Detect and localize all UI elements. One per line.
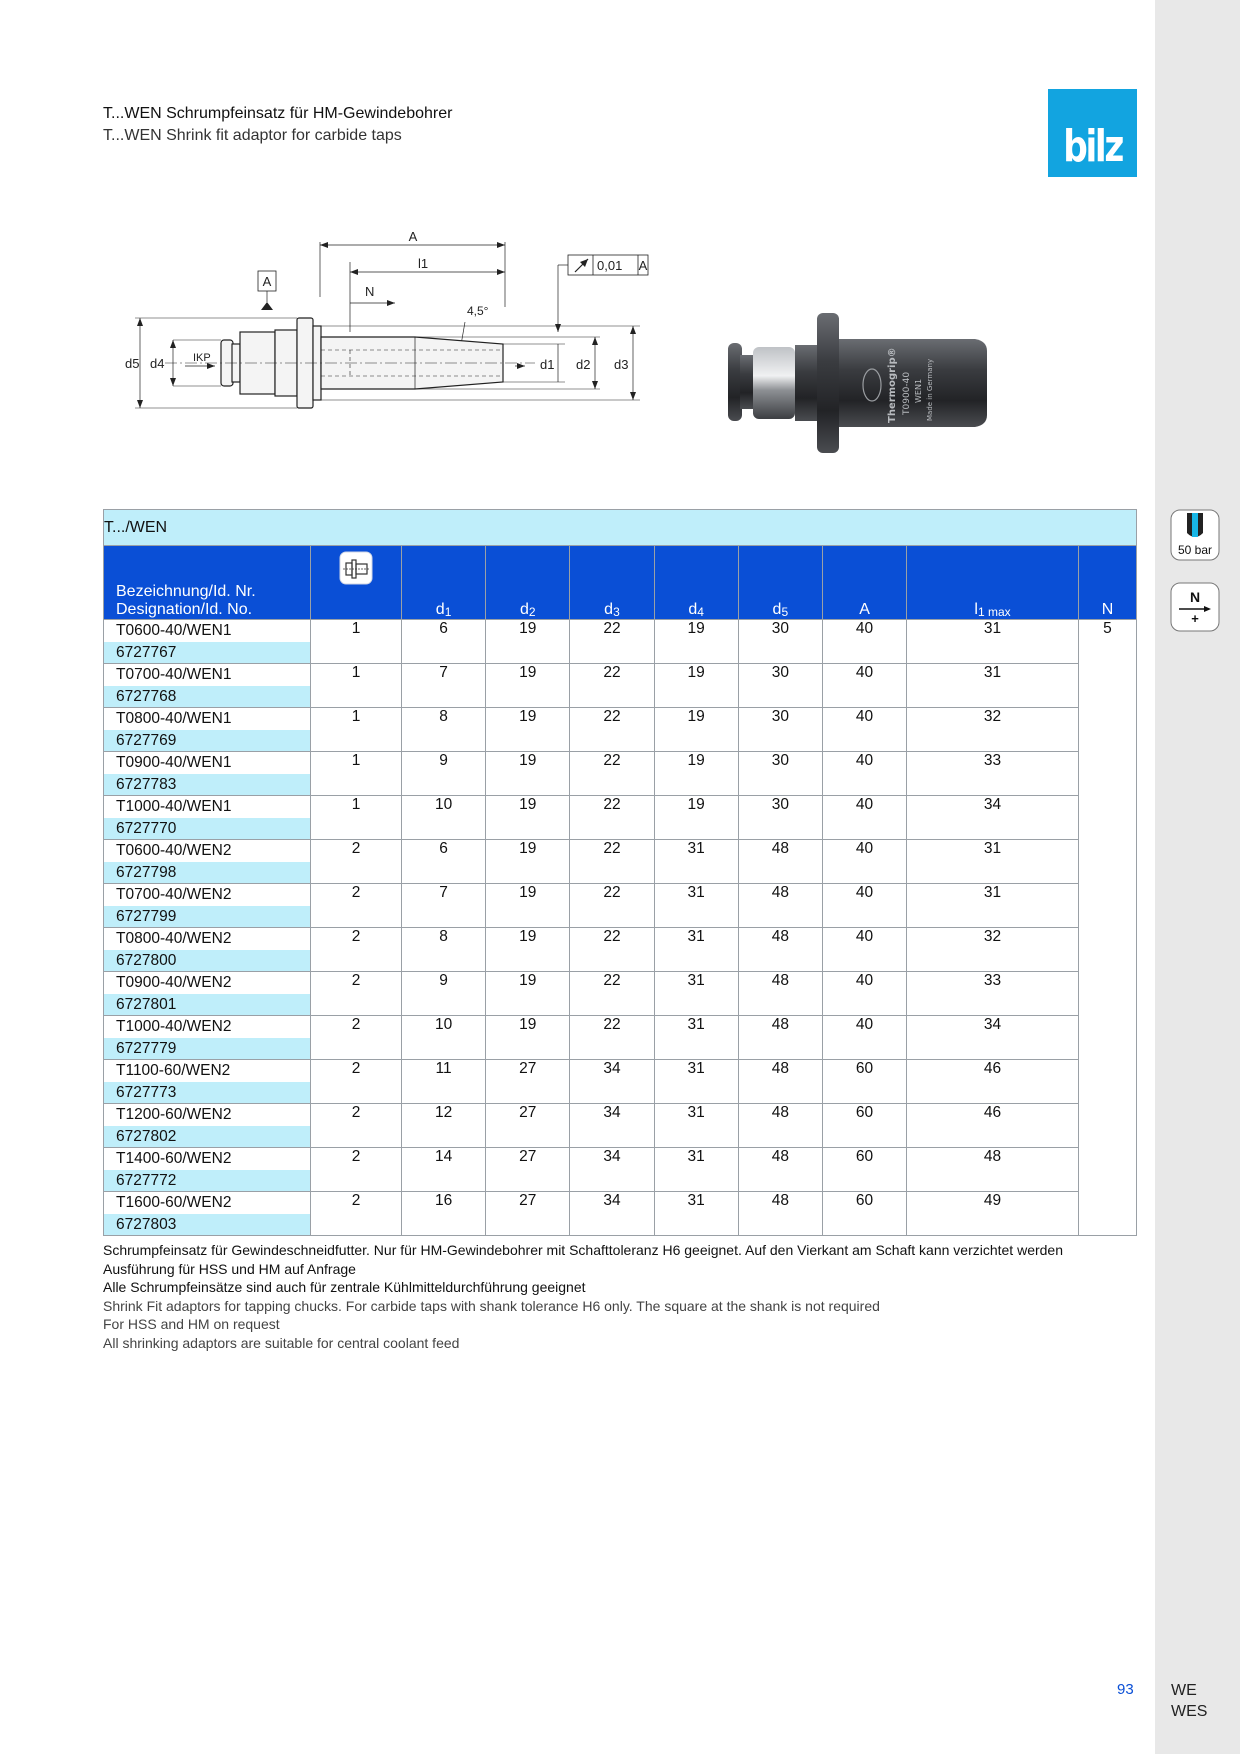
designation: T0600-40/WEN1 (116, 622, 232, 639)
designation-cell (104, 1104, 311, 1148)
header-d3: $d_3$ (570, 546, 654, 620)
tolerance-datum: A (638, 258, 648, 273)
table-row (104, 840, 1137, 884)
designation-cell (104, 884, 311, 928)
designation: T0800-40/WEN2 (116, 930, 232, 947)
engraving-brand: Thermogrip® (887, 347, 898, 423)
size-cell: 2 (311, 884, 402, 928)
id-number: 6727783 (104, 774, 310, 796)
value-cell: 10 (402, 796, 486, 840)
value-cell: 46 (907, 1060, 1079, 1104)
page-title-de: T...WEN Schrumpfeinsatz für HM-Gewindebohrer (103, 105, 453, 122)
value-cell: 19 (654, 664, 738, 708)
value-cell: 8 (402, 708, 486, 752)
designation-cell (104, 972, 311, 1016)
page-number: 93 (1117, 1681, 1134, 1698)
value-cell: 34 (570, 1060, 654, 1104)
designation: T0700-40/WEN2 (116, 886, 232, 903)
id-number: 6727802 (104, 1126, 310, 1148)
dim-label-l1: l1 (417, 256, 429, 271)
value-cell: 48 (738, 884, 822, 928)
ikp-label: IKP (193, 352, 211, 364)
holder-size-icon (339, 551, 373, 585)
value-cell: 31 (654, 884, 738, 928)
value-cell: 31 (654, 1016, 738, 1060)
value-cell: 30 (738, 708, 822, 752)
note-en-3: All shrinking adaptors are suitable for central coolant feed (103, 1334, 460, 1351)
value-cell: 22 (570, 620, 654, 664)
id-number: 6727773 (104, 1082, 310, 1104)
engraving-variant: WEN1 (914, 378, 923, 403)
value-cell: 40 (822, 708, 906, 752)
header-designation-de: Bezeichnung/Id. Nr. (116, 583, 256, 600)
value-cell: 9 (402, 972, 486, 1016)
value-cell: 31 (654, 972, 738, 1016)
size-cell: 2 (311, 1060, 402, 1104)
tolerance-value: 0,01 (597, 258, 623, 273)
footnotes (103, 1241, 1143, 1353)
value-cell: 48 (738, 1104, 822, 1148)
designation: T1600-60/WEN2 (116, 1194, 232, 1211)
section-code (1171, 1680, 1207, 1722)
designation-cell (104, 1192, 311, 1236)
value-cell: 19 (486, 884, 570, 928)
table-row (104, 1148, 1137, 1192)
table-row (104, 664, 1137, 708)
value-cell: 31 (907, 664, 1079, 708)
note-en-1: Shrink Fit adaptors for tapping chucks. For carbide taps with shank tolerance H6 only. The square at the shank is not required (103, 1297, 880, 1314)
value-cell: 34 (570, 1148, 654, 1192)
designation: T0900-40/WEN2 (116, 974, 232, 991)
engraving-model: T0900-40 (902, 371, 912, 415)
value-cell: 19 (654, 708, 738, 752)
designation: T1400-60/WEN2 (116, 1150, 232, 1167)
value-cell: 31 (654, 1060, 738, 1104)
value-cell: 22 (570, 752, 654, 796)
value-cell: 48 (738, 1016, 822, 1060)
value-cell: 40 (822, 972, 906, 1016)
designation: T0600-40/WEN2 (116, 842, 232, 859)
value-cell: 48 (738, 1192, 822, 1236)
note-de-3: Alle Schrumpfeinsätze sind auch für zentrale Kühlmitteldurchführung geeignet (103, 1279, 586, 1296)
value-cell: 7 (402, 884, 486, 928)
id-number: 6727800 (104, 950, 310, 972)
designation-cell (104, 664, 311, 708)
value-cell: 22 (570, 796, 654, 840)
value-cell: 31 (654, 1104, 738, 1148)
value-cell: 27 (486, 1104, 570, 1148)
value-cell: 48 (738, 1148, 822, 1192)
value-cell: 60 (822, 1148, 906, 1192)
designation: T1100-60/WEN2 (116, 1062, 231, 1079)
size-cell: 1 (311, 796, 402, 840)
designation-cell (104, 620, 311, 664)
value-cell: 30 (738, 796, 822, 840)
dim-label-d3: d3 (614, 357, 629, 372)
right-margin-bar (1155, 0, 1240, 1754)
id-number: 6727798 (104, 862, 310, 884)
note-de-2: Ausführung für HSS und HM auf Anfrage (103, 1260, 356, 1277)
table-row (104, 1192, 1137, 1236)
header-d4: $d_4$ (654, 546, 738, 620)
size-cell: 2 (311, 1192, 402, 1236)
value-cell: 31 (907, 620, 1079, 664)
size-cell: 2 (311, 1104, 402, 1148)
value-cell: 30 (738, 620, 822, 664)
n-value-cell: 5 (1078, 620, 1136, 1236)
value-cell: 22 (570, 1016, 654, 1060)
designation-cell (104, 840, 311, 884)
value-cell: 33 (907, 752, 1079, 796)
id-number: 6727767 (104, 642, 310, 664)
value-cell: 19 (486, 708, 570, 752)
value-cell: 34 (570, 1104, 654, 1148)
value-cell: 33 (907, 972, 1079, 1016)
header-A: A (822, 546, 906, 620)
value-cell: 32 (907, 708, 1079, 752)
n-adjust-label: N (1189, 589, 1201, 605)
designation-cell (104, 752, 311, 796)
value-cell: 31 (654, 1148, 738, 1192)
value-cell: 19 (654, 620, 738, 664)
value-cell: 22 (570, 884, 654, 928)
value-cell: 31 (654, 840, 738, 884)
n-adjust-icon (1170, 582, 1220, 632)
table-header-row (104, 546, 1137, 620)
value-cell: 40 (822, 928, 906, 972)
value-cell: 40 (822, 796, 906, 840)
value-cell: 40 (822, 620, 906, 664)
value-cell: 31 (907, 840, 1079, 884)
size-cell: 2 (311, 928, 402, 972)
size-cell: 2 (311, 972, 402, 1016)
value-cell: 32 (907, 928, 1079, 972)
value-cell: 60 (822, 1192, 906, 1236)
value-cell: 9 (402, 752, 486, 796)
value-cell: 34 (907, 796, 1079, 840)
table-row (104, 620, 1137, 664)
value-cell: 19 (486, 840, 570, 884)
value-cell: 30 (738, 752, 822, 796)
id-number: 6727769 (104, 730, 310, 752)
section-code-2: WES (1171, 1703, 1208, 1720)
id-number: 6727801 (104, 994, 310, 1016)
header-designation (104, 546, 311, 620)
designation-cell (104, 1060, 311, 1104)
dim-label-N: N (365, 284, 375, 299)
value-cell: 6 (402, 840, 486, 884)
coolant-pressure-icon (1170, 509, 1220, 561)
designation-cell (104, 928, 311, 972)
value-cell: 40 (822, 664, 906, 708)
designation: T0900-40/WEN1 (116, 754, 232, 771)
dim-label-angle: 4,5° (467, 304, 489, 318)
section-code-1: WE (1171, 1682, 1197, 1699)
bilz-logo: bilz (1048, 89, 1137, 177)
value-cell: 48 (738, 928, 822, 972)
value-cell: 30 (738, 664, 822, 708)
value-cell: 48 (738, 1060, 822, 1104)
designation-cell (104, 708, 311, 752)
value-cell: 22 (570, 928, 654, 972)
value-cell: 19 (486, 664, 570, 708)
value-cell: 19 (486, 1016, 570, 1060)
table-row (104, 1104, 1137, 1148)
dim-label-d1: d1 (540, 357, 555, 372)
id-number: 6727768 (104, 686, 310, 708)
value-cell: 22 (570, 972, 654, 1016)
header-designation-en: Designation/Id. No. (116, 601, 253, 618)
header-size-col (311, 546, 402, 620)
page-title-en: T...WEN Shrink fit adaptor for carbide taps (103, 127, 402, 144)
value-cell: 48 (738, 972, 822, 1016)
id-number: 6727770 (104, 818, 310, 840)
size-cell: 2 (311, 840, 402, 884)
value-cell: 60 (822, 1104, 906, 1148)
value-cell: 14 (402, 1148, 486, 1192)
value-cell: 48 (907, 1148, 1079, 1192)
header-d5: $d_5$ (738, 546, 822, 620)
note-en-2: For HSS and HM on request (103, 1316, 280, 1333)
value-cell: 27 (486, 1060, 570, 1104)
designation-cell (104, 1016, 311, 1060)
value-cell: 40 (822, 1016, 906, 1060)
value-cell: 16 (402, 1192, 486, 1236)
table-row (104, 1016, 1137, 1060)
value-cell: 19 (486, 972, 570, 1016)
value-cell: 60 (822, 1060, 906, 1104)
table-row (104, 752, 1137, 796)
table-row (104, 796, 1137, 840)
value-cell: 22 (570, 840, 654, 884)
size-cell: 1 (311, 620, 402, 664)
value-cell: 7 (402, 664, 486, 708)
value-cell: 6 (402, 620, 486, 664)
size-cell: 1 (311, 708, 402, 752)
id-number: 6727803 (104, 1214, 310, 1236)
value-cell: 19 (486, 620, 570, 664)
value-cell: 31 (907, 884, 1079, 928)
datum-box-label: A (262, 274, 272, 289)
size-cell: 1 (311, 752, 402, 796)
id-number: 6727772 (104, 1170, 310, 1192)
value-cell: 40 (822, 884, 906, 928)
value-cell: 10 (402, 1016, 486, 1060)
value-cell: 27 (486, 1148, 570, 1192)
designation: T0700-40/WEN1 (116, 666, 232, 683)
engraving-origin: Made in Germany (926, 358, 934, 421)
table-band-title: T.../WEN (104, 510, 1137, 546)
value-cell: 11 (402, 1060, 486, 1104)
n-adjust-plus: + (1191, 611, 1199, 626)
value-cell: 31 (654, 1192, 738, 1236)
value-cell: 34 (907, 1016, 1079, 1060)
id-number: 6727799 (104, 906, 310, 928)
coolant-pressure-label: 50 bar (1177, 543, 1213, 557)
dim-label-d5: d5 (125, 356, 140, 371)
value-cell: 19 (654, 796, 738, 840)
value-cell: 49 (907, 1192, 1079, 1236)
value-cell: 22 (570, 664, 654, 708)
header-l1max: $l_{1 max}$ (907, 546, 1079, 620)
designation: T1000-40/WEN1 (116, 798, 232, 815)
designation: T1000-40/WEN2 (116, 1018, 232, 1035)
product-photo (725, 305, 1030, 460)
value-cell: 48 (738, 840, 822, 884)
value-cell: 27 (486, 1192, 570, 1236)
table-row (104, 1060, 1137, 1104)
value-cell: 19 (486, 796, 570, 840)
table-band-row (104, 510, 1137, 546)
value-cell: 40 (822, 752, 906, 796)
dim-label-A: A (408, 229, 418, 244)
spec-table (103, 509, 1137, 1236)
designation-cell (104, 796, 311, 840)
size-cell: 1 (311, 664, 402, 708)
table-row (104, 884, 1137, 928)
id-number: 6727779 (104, 1038, 310, 1060)
note-de-1: Schrumpfeinsatz für Gewindeschneidfutter. Nur für HM-Gewindebohrer mit Schafttoleranz H6 geeignet. Auf den Vierkant am Schaft kann verzichtet werden (103, 1242, 1064, 1258)
dim-label-d4: d4 (150, 356, 165, 371)
value-cell: 12 (402, 1104, 486, 1148)
value-cell: 46 (907, 1104, 1079, 1148)
value-cell: 19 (654, 752, 738, 796)
size-cell: 2 (311, 1016, 402, 1060)
header-d2: $d_2$ (486, 546, 570, 620)
designation-cell (104, 1148, 311, 1192)
value-cell: 31 (654, 928, 738, 972)
value-cell: 40 (822, 840, 906, 884)
table-row (104, 708, 1137, 752)
value-cell: 34 (570, 1192, 654, 1236)
designation: T1200-60/WEN2 (116, 1106, 232, 1123)
header-d1: $d_1$ (402, 546, 486, 620)
header-N: N (1078, 546, 1136, 620)
designation: T0800-40/WEN1 (116, 710, 232, 727)
value-cell: 8 (402, 928, 486, 972)
technical-drawing (125, 222, 685, 462)
value-cell: 19 (486, 928, 570, 972)
table-row (104, 972, 1137, 1016)
size-cell: 2 (311, 1148, 402, 1192)
value-cell: 22 (570, 708, 654, 752)
table-row (104, 928, 1137, 972)
dim-label-d2: d2 (576, 357, 591, 372)
value-cell: 19 (486, 752, 570, 796)
